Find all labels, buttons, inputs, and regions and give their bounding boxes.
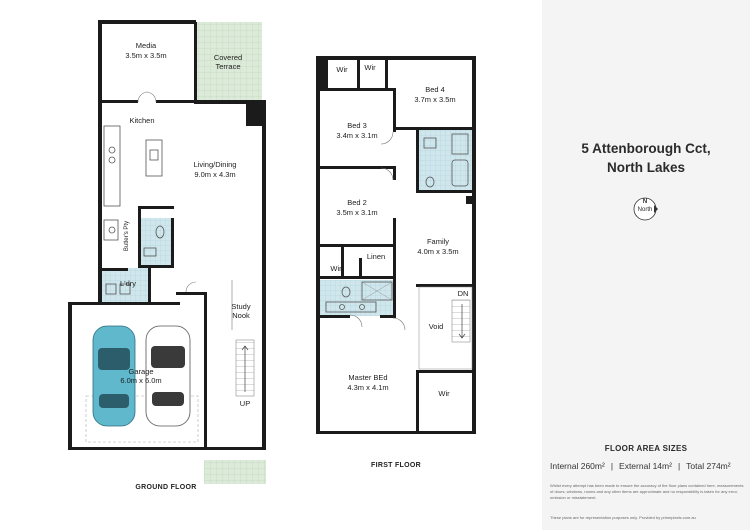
- study-nook-label-1: Study: [231, 302, 251, 311]
- address-line-2: North Lakes: [606, 160, 686, 175]
- bed2-dims: 3.5m x 3.1m: [336, 208, 378, 217]
- wir-c-label: Wir: [330, 264, 342, 273]
- kitchen-island: [146, 140, 162, 176]
- powder-room-tiles: [138, 218, 174, 268]
- family-dims: 4.0m x 3.5m: [417, 247, 459, 256]
- bed4-label: Bed 4: [425, 85, 445, 94]
- media-dims: 3.5m x 3.5m: [125, 51, 167, 60]
- internal-area: Internal 260m²: [550, 461, 605, 471]
- master-bed-dims: 4.3m x 4.1m: [347, 383, 389, 392]
- terrace-label-2: Terrace: [215, 62, 241, 71]
- disclaimer-text: Whilst every attempt has been made to ensure the accuracy of the floor plans contained here, measurements of doors, windows, rooms and any other items are approximate and no responsibility is taken for any error, omission or misstatement.: [550, 483, 744, 500]
- stair-up-label: UP: [239, 399, 251, 408]
- property-address: [542, 139, 750, 177]
- ground-floor-title: GROUND FLOOR: [135, 484, 197, 491]
- compass-letter: N: [642, 199, 648, 205]
- study-nook-label-2: Nook: [232, 311, 250, 320]
- living-dining-label: Living/Dining: [193, 160, 237, 169]
- garage-label: Garage: [128, 367, 154, 376]
- north-compass-icon: [630, 196, 660, 222]
- stair-dn-label: DN: [457, 289, 469, 298]
- butlers-pantry-label: Butler's Pty: [124, 220, 130, 252]
- terrace-label-1: Covered: [213, 53, 243, 62]
- front-porch-area: [204, 460, 266, 484]
- floor-area-title: FLOOR AREA SIZES: [604, 444, 688, 453]
- first-floor-title: FIRST FLOOR: [371, 462, 421, 469]
- void-label: Void: [428, 322, 444, 331]
- wir-b-label: Wir: [364, 63, 376, 72]
- area-separator: |: [610, 461, 614, 471]
- family-label: Family: [426, 237, 450, 246]
- bed3-label: Bed 3: [347, 121, 367, 130]
- wir-a-label: Wir: [336, 65, 348, 74]
- first-floor-plan: [316, 56, 476, 469]
- ground-floor-plan: [68, 20, 266, 491]
- master-bed-label: Master BEd: [348, 373, 388, 382]
- media-label: Media: [135, 41, 157, 50]
- external-area: External 14m²: [619, 461, 672, 471]
- compass-word: North: [637, 207, 653, 213]
- area-separator: |: [677, 461, 681, 471]
- first-floor-stairs: [452, 300, 470, 342]
- living-dining-dims: 9.0m x 4.3m: [194, 170, 236, 179]
- bed3-dims: 3.4m x 3.1m: [336, 131, 378, 140]
- garage-dims: 6.0m x 6.0m: [120, 376, 162, 385]
- representation-note: These plans are for representation purposes only. Provided by primepixels.com.au: [550, 515, 696, 520]
- wir-d-label: Wir: [438, 389, 450, 398]
- ensuite-tiles: [320, 280, 396, 316]
- laundry-label: L'dry: [119, 279, 137, 288]
- total-area: Total 274m²: [686, 461, 731, 471]
- floor-area-row: [550, 461, 750, 471]
- bed4-dims: 3.7m x 3.5m: [414, 95, 456, 104]
- kitchen-label: Kitchen: [129, 116, 155, 125]
- info-panel: [542, 0, 750, 530]
- address-line-1: 5 Attenborough Cct,: [581, 141, 711, 156]
- bed2-label: Bed 2: [347, 198, 367, 207]
- linen-label: Linen: [366, 252, 386, 261]
- kitchen-bench: [104, 126, 120, 206]
